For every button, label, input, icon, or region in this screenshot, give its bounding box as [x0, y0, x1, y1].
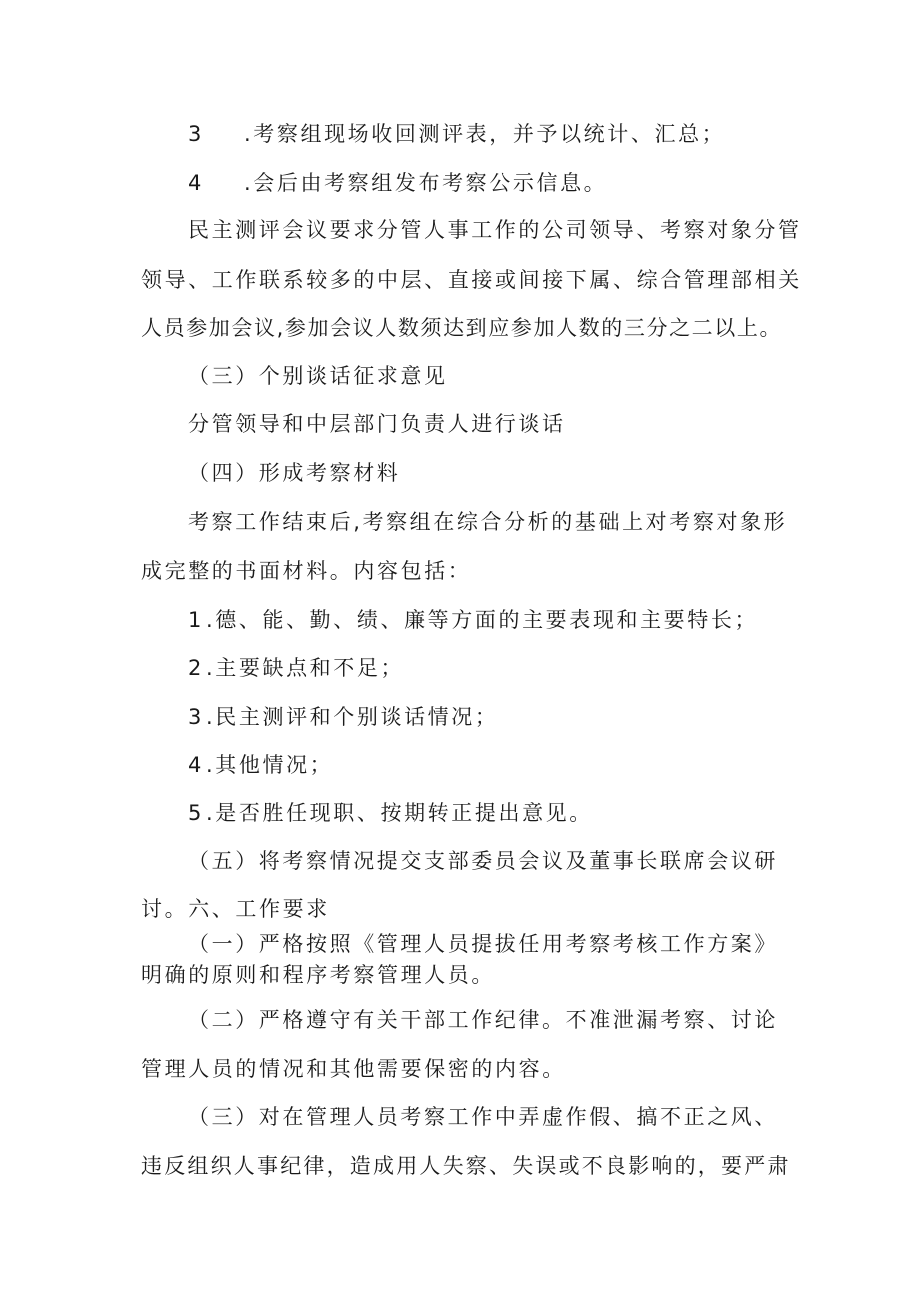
paragraph-line: 民主测评会议要求分管人事工作的公司领导、考察对象分管: [188, 218, 802, 242]
paragraph-line: 分管领导和中层部门负责人进行谈话: [188, 412, 566, 436]
list-item: [188, 799, 593, 827]
list-item: [188, 654, 404, 682]
list-item: [188, 606, 758, 634]
paragraph-line: （三）对在管理人员考察工作中弄虚作假、搞不正之风、: [188, 1105, 778, 1129]
paragraph-line: （一）严格按照《管理人员提拔任用考察考核工作方案》: [188, 932, 778, 956]
paragraph-line: 成完整的书面材料。内容包括：: [141, 559, 472, 583]
paragraph-line: （二）严格遵守有关干部工作纪律。不准泄漏考察、讨论: [188, 1008, 778, 1032]
item-number: 4: [188, 753, 204, 777]
paragraph-line: 管理人员的情况和其他需要保密的内容。: [141, 1057, 566, 1081]
list-item: [188, 751, 333, 779]
item-text: .主要缺点和不足；: [206, 656, 405, 680]
item-text: .其他情况；: [206, 753, 334, 777]
item-text: .民主测评和个别谈话情况；: [206, 705, 499, 729]
list-item: [188, 703, 498, 731]
item-text: .是否胜任现职、按期转正提出意见。: [206, 801, 593, 825]
item-number: 1: [188, 608, 204, 632]
paragraph-line: 人员参加会议,参加会议人数须达到应参加人数的三分之二以上。: [141, 316, 783, 340]
item-number: 3: [188, 122, 204, 146]
item-number: 4: [188, 171, 204, 195]
section-heading: （四）形成考察材料: [188, 461, 401, 485]
section-heading: （三）个别谈话征求意见: [188, 364, 448, 388]
item-text: .考察组现场收回测评表，并予以统计、汇总；: [244, 122, 726, 146]
item-number: 2: [188, 656, 204, 680]
paragraph-line: 讨。六、工作要求: [141, 897, 330, 921]
item-number: 5: [188, 801, 204, 825]
item-text: .德、能、勤、绩、廉等方面的主要表现和主要特长；: [206, 608, 759, 632]
paragraph-line: （五）将考察情况提交支部委员会议及董事长联席会议研: [188, 849, 778, 873]
list-item-3-recover-forms: [188, 120, 725, 148]
paragraph-line: 考察工作结束后,考察组在综合分析的基础上对考察对象形: [188, 510, 788, 534]
list-item-4-publish-info: [188, 169, 607, 197]
paragraph-line: 明确的原则和程序考察管理人员。: [141, 963, 495, 987]
paragraph-line: 领导、工作联系较多的中层、直接或间接下属、综合管理部相关: [141, 268, 802, 292]
paragraph-line: 违反组织人事纪律，造成用人失察、失误或不良影响的，要严肃: [141, 1154, 791, 1178]
item-text: .会后由考察组发布考察公示信息。: [244, 171, 608, 195]
item-number: 3: [188, 705, 204, 729]
